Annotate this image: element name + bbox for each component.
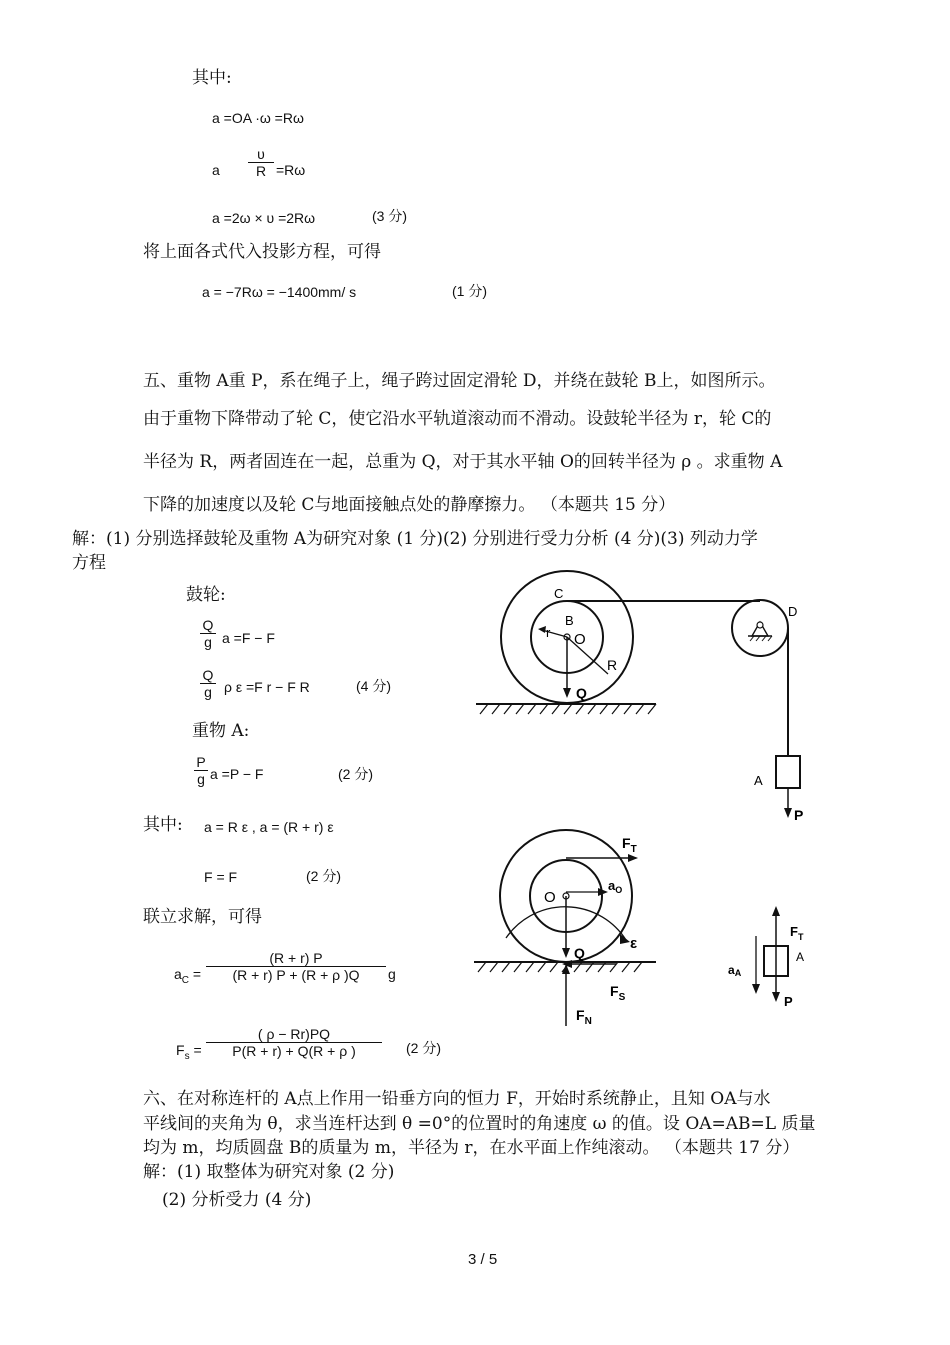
eq-ar-fraction: $\frac{\upsilon}{R}$ [248, 146, 274, 179]
p5-line2: 由于重物下降带动了轮 C，使它沿水平轨道滚动而不滑动。设鼓轮半径为 r，轮 C的 [143, 409, 772, 429]
eq-among: a = R ε , a = (R + r) ε [204, 819, 334, 835]
p6-line2: 平线间的夹角为 θ，求当连杆达到 θ =0°的位置时的角速度 ω 的值。设 OA=AB=L 质量 [143, 1114, 816, 1134]
sol6-line2: (2) 分析受力 (4 分) [162, 1190, 312, 1210]
among-label: 其中: [143, 815, 183, 835]
eq-aa-score: (1 分) [452, 283, 487, 299]
label-p2: P [784, 994, 793, 1009]
p6-line3: 均为 m，均质圆盘 B的质量为 m，半径为 r，在水平面上作纯滚动。 （本题共 17 分） [143, 1138, 800, 1158]
eq-d1: a =F − F [222, 630, 275, 646]
sol6-line1: 解：(1) 取整体为研究对象 (2 分) [143, 1162, 395, 1182]
eq-ac2-fraction: $\frac{(R + r) P}{(R + r) P + (R + \rho )Q}$ [206, 950, 386, 983]
eq-ae: a =OA ·ω =Rω [212, 110, 304, 126]
sol5-line1: 解：(1) 分别选择鼓轮及重物 A为研究对象 (1 分)(2) 分别进行受力分析 (4 分)(3) 列动力学 [72, 529, 758, 549]
figure-weight-fbd [726, 906, 826, 1016]
eq-aa: a = −7Rω = −1400mm/ s [202, 284, 357, 300]
label-b: B [565, 613, 574, 628]
label-ft2: $F_T$ [790, 924, 804, 942]
p5-line3: 半径为 R，两者固连在一起，总重为 Q，对于其水平轴 O的回转半径为 ρ 。求重物 A [143, 452, 783, 472]
label-ao: $a_O$ [608, 878, 623, 895]
label-fs: $F_S$ [610, 983, 626, 1003]
sol5-line2: 方程 [72, 553, 106, 573]
label-d: D [788, 604, 798, 619]
label-ft: $F_T$ [622, 835, 637, 855]
p6-line1: 六、在对称连杆的 A点上作用一铅垂方向的恒力 F，开始时系统静止，且知 OA与水 [143, 1089, 771, 1109]
eq-d2-score: (4 分) [356, 678, 391, 694]
p5-line4: 下降的加速度以及轮 C与地面接触点处的静摩擦力。 （本题共 15 分） [143, 495, 676, 515]
weight-a [776, 756, 800, 788]
figure-system [470, 570, 820, 830]
eq-ft: F = F [204, 869, 238, 885]
label-a: A [754, 773, 763, 788]
drum-label: 鼓轮: [186, 585, 226, 605]
eq-ac: a =2ω × υ =2Rω [212, 210, 316, 226]
eq-w: a =P − F [210, 766, 264, 782]
solve-label: 联立求解，可得 [143, 907, 262, 927]
eq-ac2-g: g [388, 966, 396, 982]
label-c: C [554, 586, 564, 601]
eq-d2: ρ ε =F r − F R [224, 679, 310, 695]
substitute-line: 将上面各式代入投影方程，可得 [143, 242, 381, 262]
eq-fs-score: (2 分) [406, 1040, 441, 1056]
label-a2: A [796, 950, 805, 964]
eq-ac2-lhs: $a_C$ = [174, 966, 202, 986]
label-o: O [574, 631, 586, 648]
weight-label: 重物 A: [192, 721, 250, 741]
label-r: r [546, 625, 551, 640]
eq-ar-rhs: =Rω [276, 162, 306, 178]
intro-label: 其中: [192, 68, 232, 88]
eq-ft-score: (2 分) [306, 868, 341, 884]
figure-wheel-fbd [470, 828, 670, 1028]
label-o2: O [544, 889, 556, 906]
label-eps: ε [630, 935, 638, 952]
eq-fs-lhs: $F_s$ = [176, 1042, 202, 1062]
label-q: Q [576, 685, 587, 701]
label-aa: aA [728, 963, 742, 978]
page-number: 3 / 5 [468, 1251, 498, 1268]
label-fn: $F_N$ [576, 1007, 592, 1027]
eq-w-frac: $\frac{P}{g}$ [194, 754, 208, 787]
label-big-r: R [607, 657, 618, 673]
eq-w-score: (2 分) [338, 766, 373, 782]
eq-fs-fraction: $\frac{( \rho - Rr)PQ}{P(R + r) + Q(R + \rho )}$ [206, 1026, 382, 1059]
label-q2: Q [574, 945, 585, 961]
p5-line1: 五、重物 A重 P，系在绳子上，绳子跨过固定滑轮 D，并绕在鼓轮 B上，如图所示。 [143, 371, 776, 391]
label-p: P [794, 807, 804, 823]
eq-ac-score: (3 分) [372, 208, 407, 224]
eq-d1-frac: $\frac{Q}{g}$ [200, 617, 216, 650]
eq-d2-frac: $\frac{Q}{g}$ [200, 667, 216, 700]
eq-ar-lhs: a [212, 162, 220, 178]
